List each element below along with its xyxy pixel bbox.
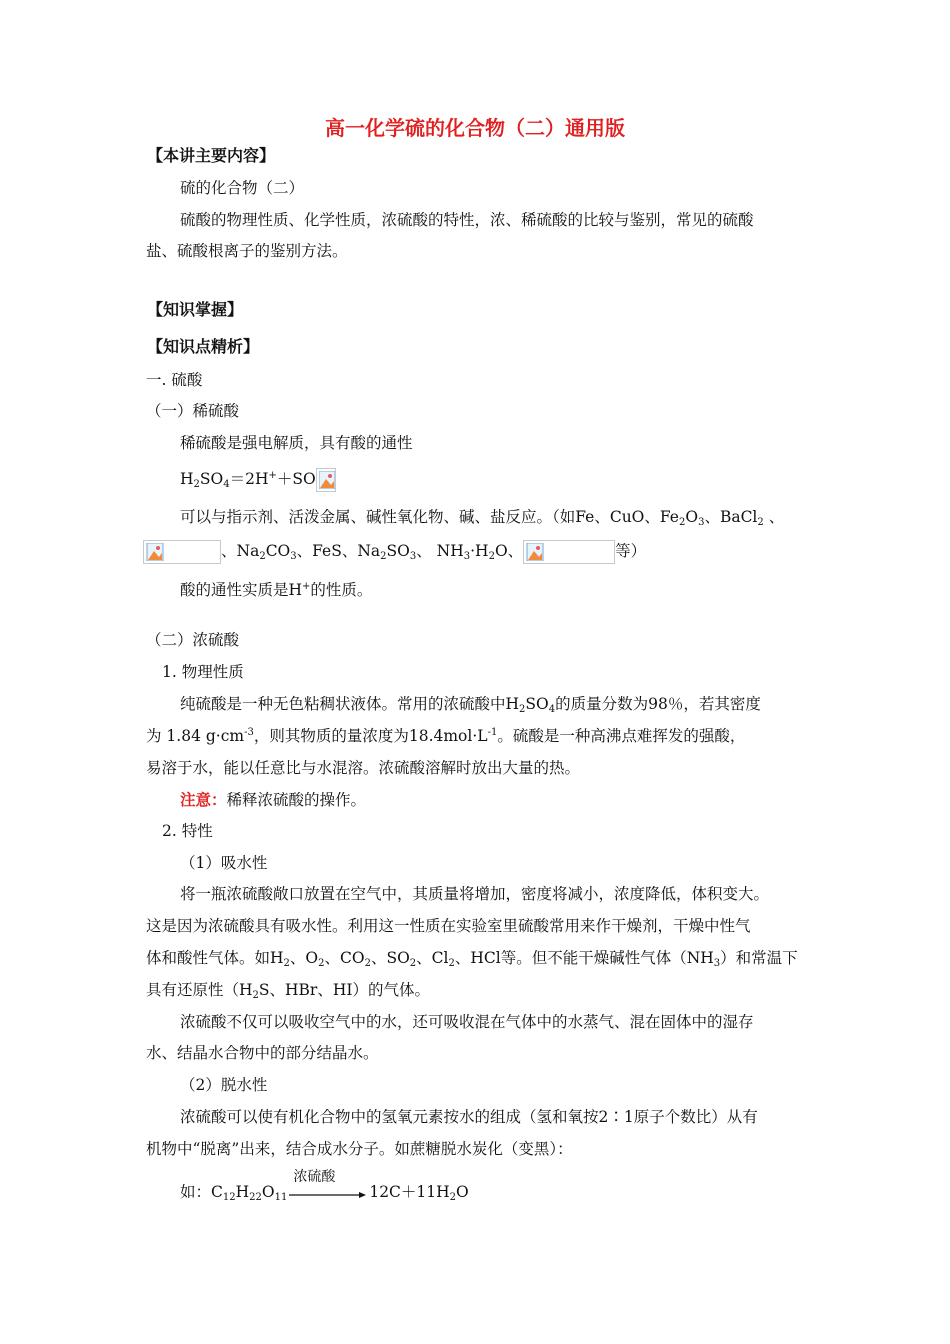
- reactions-line2: 、$Na_2CO_3$、FeS、$Na_2SO_3$、 $NH_3\cdot H_2O$、 等）: [143, 540, 646, 564]
- page-title: 高一化学硫的化合物（二）通用版: [325, 116, 625, 140]
- section-knowledge: 【知识掌握】: [147, 300, 244, 319]
- reaction-arrow: [287, 1169, 369, 1203]
- heading-absorb: （1）吸水性: [180, 854, 268, 872]
- heading-dehydration: （2）脱水性: [180, 1076, 268, 1094]
- dehydration-equation: 如：$C_{12}H_{22}O_{11}$ 浓硫酸 $12C+11H_2O$: [180, 1169, 469, 1203]
- absorb-line6: 水、结晶水合物中的部分结晶水。: [146, 1044, 379, 1062]
- broken-image-icon: [143, 540, 221, 564]
- heading-dilute: （一）稀硫酸: [146, 402, 240, 420]
- phys-line3: 易溶于水，能以任意比与水混溶。浓硫酸溶解时放出大量的热。: [146, 759, 581, 777]
- main-desc-line1: 硫酸的物理性质、化学性质，浓硫酸的特性，浓、稀硫酸的比较与鉴别，常见的硫酸: [180, 211, 754, 229]
- absorb-line3: 体和酸性气体。如$H_2$、$O_2$、$CO_2$、$SO_2$、$Cl_2$、HCl等。但不能干燥碱性气体$(NH_3)$和常温下: [146, 949, 798, 969]
- heading-concentrated: （二）浓硫酸: [146, 631, 240, 649]
- phys-line2: 为 1.84 $g\cdot cm^{-3}$，则其物质的量浓度为$18.4mol\cdot L^{-1}$。硫酸是一种高沸点难挥发的强酸，: [146, 727, 746, 745]
- broken-image-icon: [316, 468, 336, 492]
- dehyd-line1: 浓硫酸可以使有机化合物中的氢氧元素按水的组成（氢和氧按2∶1原子个数比）从有: [180, 1108, 758, 1126]
- dehyd-line2: 机物中“脱离”出来，结合成水分子。如蔗糖脱水炭化（变黑）：: [146, 1140, 573, 1158]
- section-main-content: 【本讲主要内容】: [147, 146, 276, 165]
- equation-ionization: $H_2SO_4=2H^++SO$: [180, 468, 336, 492]
- absorb-line2: 这是因为浓硫酸具有吸水性。利用这一性质在实验室里硫酸常用来作干燥剂，干燥中性气: [146, 917, 751, 935]
- dilute-para1: 稀硫酸是强电解质，具有酸的通性: [180, 434, 413, 452]
- note-line: 注意：稀释浓硫酸的操作。: [180, 790, 367, 809]
- heading-physical: 1. 物理性质: [162, 663, 244, 681]
- phys-line1: 纯硫酸是一种无色粘稠状液体。常用的浓硫酸中$H_2SO_4$的质量分数为98％，若其密度: [180, 695, 761, 715]
- note-label: 注意：: [180, 790, 227, 809]
- main-desc-line2: 盐、硫酸根离子的鉴别方法。: [146, 242, 348, 260]
- absorb-line4: 具有还原性（$H_2S$、HBr、HI）的气体。: [146, 981, 430, 1001]
- main-subtitle: 硫的化合物（二）: [180, 179, 305, 197]
- section-points: 【知识点精析】: [147, 337, 260, 356]
- absorb-line5: 浓硫酸不仅可以吸收空气中的水，还可吸收混在气体中的水蒸气、混在固体中的湿存: [180, 1013, 754, 1031]
- absorb-line1: 将一瓶浓硫酸敞口放置在空气中，其质量将增加，密度将减小，浓度降低，体积变大。: [180, 885, 770, 903]
- reactions-line: 可以与指示剂、活泼金属、碱性氧化物、碱、盐反应。（如Fe、CuO、$Fe_2O_3$、BaCl$_2$ 、: [180, 508, 785, 528]
- broken-image-icon: [523, 540, 615, 564]
- heading-sulfuric-acid: 一. 硫酸: [146, 371, 203, 389]
- acid-essence: 酸的通性实质是H+的性质。: [180, 581, 373, 599]
- heading-properties: 2. 特性: [162, 822, 213, 840]
- arrow-label: 浓硫酸: [293, 1169, 336, 1185]
